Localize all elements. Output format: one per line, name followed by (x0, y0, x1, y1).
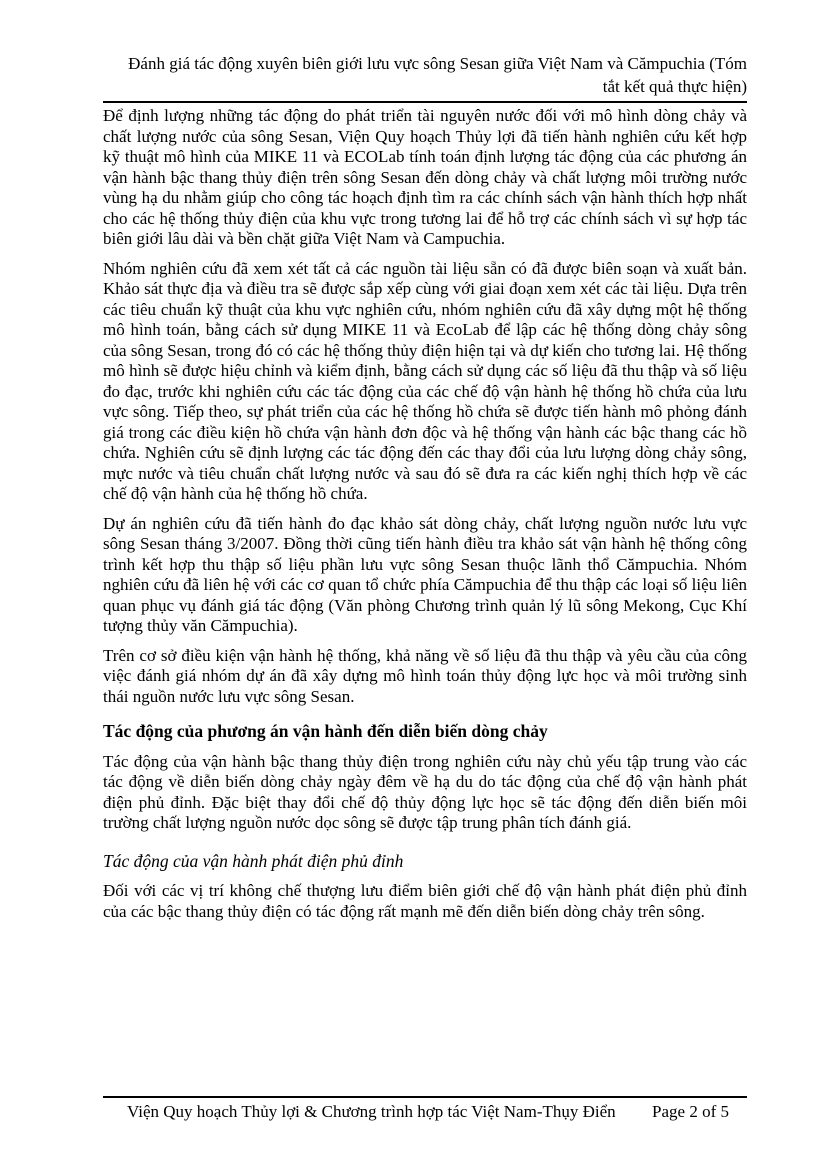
paragraph-peak-operation-impact: Đối với các vị trí không chế thượng lưu điểm biên giới chế độ vận hành phát điện phủ đỉnh của các bậc thang thủy điện có tác động rất mạnh mẽ đến diễn biến dòng chảy trên sông. (103, 881, 747, 921)
header-title-line-1: Đánh giá tác động xuyên biên giới lưu vực sông Sesan giữa Việt Nam và Cămpuchia (Tóm (128, 54, 747, 73)
paragraph-model-setup: Trên cơ sở điều kiện vận hành hệ thống, khả năng về số liệu đã thu thập và yêu cầu của công việc đánh giá nhóm dự án đã xây dựng mô hình toán thủy động lực học và môi trường sinh thái nguồn nước lưu vực sông Sesan. (103, 645, 747, 706)
section-heading-flow-impact: Tác động của phương án vận hành đến diễn biến dòng chảy (103, 721, 548, 741)
paragraph-flow-impact-intro: Tác động của vận hành bậc thang thủy điện trong nghiên cứu này chủ yếu tập trung vào các tác động về diễn biến dòng chảy ngày đêm về hạ du do tác động của chế độ vận hành phát điện phủ đỉnh. Đặc biệt thay đổi chế độ thủy động lực học sẽ tác động đến diễn biến môi trường chất lượng nguồn nước dọc sông sẽ được tập trung phân tích đánh giá. (103, 751, 747, 832)
page-footer (103, 1096, 747, 1123)
header-title-line-2: tắt kết quả thực hiện) (602, 77, 747, 96)
page-header (103, 52, 747, 103)
paragraph-methodology: Nhóm nghiên cứu đã xem xét tất cả các nguồn tài liệu sẵn có đã được biên soạn và xuất bản. Khảo sát thực địa và điều tra sẽ được sắp xếp cùng với giai đoạn xem xét các tài liệu. Dựa trên các tiêu chuẩn kỹ thuật của khu vực nghiên cứu, nhóm nghiên cứu đã xây dựng một hệ thống mô hình toán, bằng cách sử dụng MIKE 11 và EcoLab để lập các hệ thống dòng chảy sông của sông Sesan, trong đó có các hệ thống thủy điện hiện tại và dự kiến cho tương lai. Hệ thống mô hình sẽ được hiệu chỉnh và kiểm định, bằng cách sử dụng các số liệu đã thu thập và số liệu đo đạc, trước khi nghiên cứu các tác động của các chế độ vận hành hệ thống hồ chứa của lưu vực sông. Tiếp theo, sự phát triển của các hệ thống hồ chứa sẽ được tiến hành mô phỏng đánh giá trong các điều kiện hồ chứa vận hành đơn độc và hệ thống vận hành các bậc thang các hồ chứa. Nghiên cứu sẽ định lượng các tác động đến các thay đổi của lưu lượng dòng chảy sông, mực nước và tiêu chuẩn chất lượng nước và sau đó sẽ đưa ra các kiến nghị thích hợp về các chế độ vận hành của hệ thống hồ chứa. (103, 258, 747, 503)
footer-institution: Viện Quy hoạch Thủy lợi & Chương trình hợp tác Việt Nam-Thụy Điển (127, 1102, 616, 1121)
paragraph-study-purpose: Để định lượng những tác động do phát triển tài nguyên nước đối với mô hình dòng chảy và chất lượng nước của sông Sesan, Viện Quy hoạch Thủy lợi đã tiến hành nghiên cứu kết hợp kỹ thuật mô hình của MIKE 11 và ECOLab tính toán định lượng tác động của các phương án vận hành bậc thang thủy điện trên sông Sesan đến dòng chảy và chất lượng môi trường nước vùng hạ du nhằm giúp cho công tác hoạch định tìm ra các chính sách vận hành thích hợp nhất cho các hệ thống thủy điện của khu vực trong tương lai để hỗ trợ các chính sách vì sự hợp tác biên giới lâu dài và bền chặt giữa Việt Nam và Campuchia. (103, 106, 747, 248)
footer-page-number: Page 2 of 5 (652, 1102, 729, 1121)
document-body (103, 106, 747, 931)
paragraph-survey-2007: Dự án nghiên cứu đã tiến hành đo đạc khảo sát dòng chảy, chất lượng nguồn nước lưu vực sông Sesan tháng 3/2007. Đồng thời cũng tiến hành điều tra khảo sát vận hành hệ thống công trình kết hợp thu thập số liệu phần lưu vực sông Sesan thuộc lãnh thổ Cămpuchia. Nhóm nghiên cứu đã liên hệ với các cơ quan tổ chức phía Cămpuchia để thu thập các loại số liệu liên quan phục vụ đánh giá tác động (Văn phòng Chương trình quản lý lũ sông Mekong, Cục Khí tượng thủy văn Cămpuchia). (103, 513, 747, 635)
subsection-heading-peak-operation: Tác động của vận hành phát điện phủ đỉnh (103, 850, 404, 871)
